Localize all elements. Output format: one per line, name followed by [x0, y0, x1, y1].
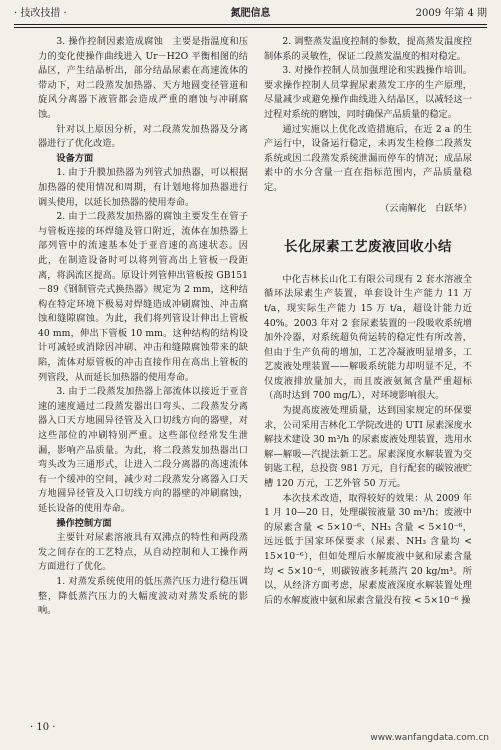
article-title: 长化尿素工艺废液回收小结: [284, 239, 452, 256]
paragraph: 主要针对尿素溶液具有双沸点的特性和两段蒸发之间存在的工艺特点，从自动控制和人工操作两方面进行了优化。: [38, 532, 248, 573]
issue-label: 2009 年第 4 期: [415, 8, 487, 19]
page-header: [14, 6, 487, 24]
paragraph: 通过实施以上优化改造措施后，在近 2 a 的生产运行中，设备运行稳定，未再发生检修二段蒸发系统或因二段蒸发系统泄漏而停车的情况；成品尿素中的水分含量一直在指标范围内，产品质量稳定。: [264, 123, 472, 193]
watermark: www.wanfangdata.com.cn: [370, 733, 489, 743]
paragraph: 本次技术改造，取得较好的效果：从 2009 年 1 月 10—20 日，处理碳铵液量 30 m³/h；废液中的尿素含量 < 5×10⁻⁶、NH₃ 含量 < 5×10⁻⁶，远远低于国家环保要求（尿素、NH₃ 含量均 < 15×10⁻⁶），但如处理后水解废液中氨和尿素含量均 < 5×10⁻⁶，则碳铵液多耗蒸汽 20 kg/m³。所以，从经济方面考虑，尿素废液深度水解装置处理后的水解废液中氨和尿素含量没有按 < 5×10⁻⁶ 操: [264, 492, 472, 606]
paragraph: 3. 由于二段蒸发加热器上部流体以接近于亚音速的速度通过二段蒸发器出口弯头、二段蒸发分离器入口天方地圆异径管及入口切线方向的器壁，对这些部位的冲刷特别严重。这些部位经常发生泄漏，影响产品质量。为此，将二段蒸发加热器出口弯头改为三通形式，让进入二段分离器的高速流体有一个缓冲的空间，减少对二段蒸发分离器入口天方地圆异径管及入口切线方向的器壁的冲刷腐蚀，延长设备的使用寿命。: [38, 386, 248, 514]
section-label: · 技改技措 ·: [14, 8, 67, 19]
right-column-top: [264, 35, 472, 216]
header-rule: [14, 24, 487, 25]
section-heading: 设备方面: [56, 152, 94, 164]
page-number: · 10 ·: [30, 722, 56, 733]
paragraph: 1. 对蒸发系统使用的低压蒸汽压力进行稳压调整，降低蒸汽压力的大幅度波动对蒸发系统的影响。: [38, 575, 248, 617]
right-column: [264, 35, 472, 608]
paragraph: 针对以上原因分析，对二段蒸发加热器及分离器进行了优化改造。: [38, 123, 248, 150]
right-column-bottom: [264, 273, 472, 609]
journal-title: 氮肥信息: [230, 8, 271, 19]
left-column: [38, 35, 248, 619]
section-heading: 操作控制方面: [56, 517, 112, 529]
header-rule-thin: [14, 27, 487, 28]
paragraph: 中化吉林长山化工有限公司现有 2 套水溶液全循环法尿素生产装置，单套设计生产能力 11 万 t/a，现实际生产能力 15 万 t/a，超设计能力近 40%。2003 年对 2 套尿素装置的一段吸收系统增加外冷器，对系统超负荷运转的稳定性有所改善，但由于生产负荷的增加，工艺冷凝液明显增多，工艺废液处理装置——解吸系统能力却明显不足，不仅废液排放量加大，而且废液氨氮含量严重超标（高时达到 700 mg/L），对环境影响很大。: [264, 273, 472, 402]
paragraph: 为提高废液处理质量，达到国家规定的环保要求，公司采用吉林化工学院改进的 UTI 尿素深度水解技术建设 30 m³/h 的尿素废液处理装置，选用水解—解吸—汽提法新工艺。尿素深度水解装置为交钥匙工程，总投资 981 万元，自行配套的碳铵液贮槽 120 万元，工艺外管 50 万元。: [264, 405, 472, 490]
author-signature: （云南解化 白跃华）: [380, 202, 472, 214]
paragraph: 3. 操作控制因素造成腐蚀 主要是指温度和压力的变化使操作曲线进入 Ur－H2O 平衡相图的结晶区，产生结晶析出，部分结晶尿素在高速流体的带动下，对二段蒸发加热器、天方地圆变径管道和旋风分离器下液管都会造成严重的磨蚀与冲刷腐蚀。: [38, 36, 248, 120]
paragraph: 2. 调整蒸发温度控制的参数，提高蒸发温度控制体系的灵敏性，保证二段蒸发温度的相对稳定。: [264, 36, 472, 62]
paragraph: 3. 对操作控制人员加强理论和实践操作培训。要求操作控制人员掌握尿素蒸发工序的生产原理，尽量减少或避免操作曲线进入结晶区，以减轻这一过程对系统的磨蚀，同时确保产品质量的稳定。: [264, 65, 472, 120]
paragraph: 1. 由于升膜加热器为列管式加热器，可以根据加热器的使用情况和周期，有计划地将加热器进行调头使用，以延长加热器的使用寿命。: [38, 167, 248, 208]
paragraph: 2. 由于二段蒸发加热器的腐蚀主要发生在管子与管板连接的环焊缝及管口附近，流体在加热器上部列管中的流速基本处于亚音速的高速状态。因此，在制造设备时可以将列管高出上管板一段距离，将涡流区提高。原设计列管伸出管板按 GB151－89《钢制管壳式换热器》规定为 2 mm，这种结构在特定环境下极易对焊缝造成冲刷腐蚀、冲击腐蚀和缝隙腐蚀。为此，我们将列管设计伸出上管板 40 mm，伸出下管板 10 mm。这种结构的结构设计可减轻或消除因冲刷、冲击和缝隙腐蚀带来的缺陷，流体对原管板的冲击直接作用在高出上管板的列管段，从而延长加热器的使用寿命。: [38, 211, 248, 383]
